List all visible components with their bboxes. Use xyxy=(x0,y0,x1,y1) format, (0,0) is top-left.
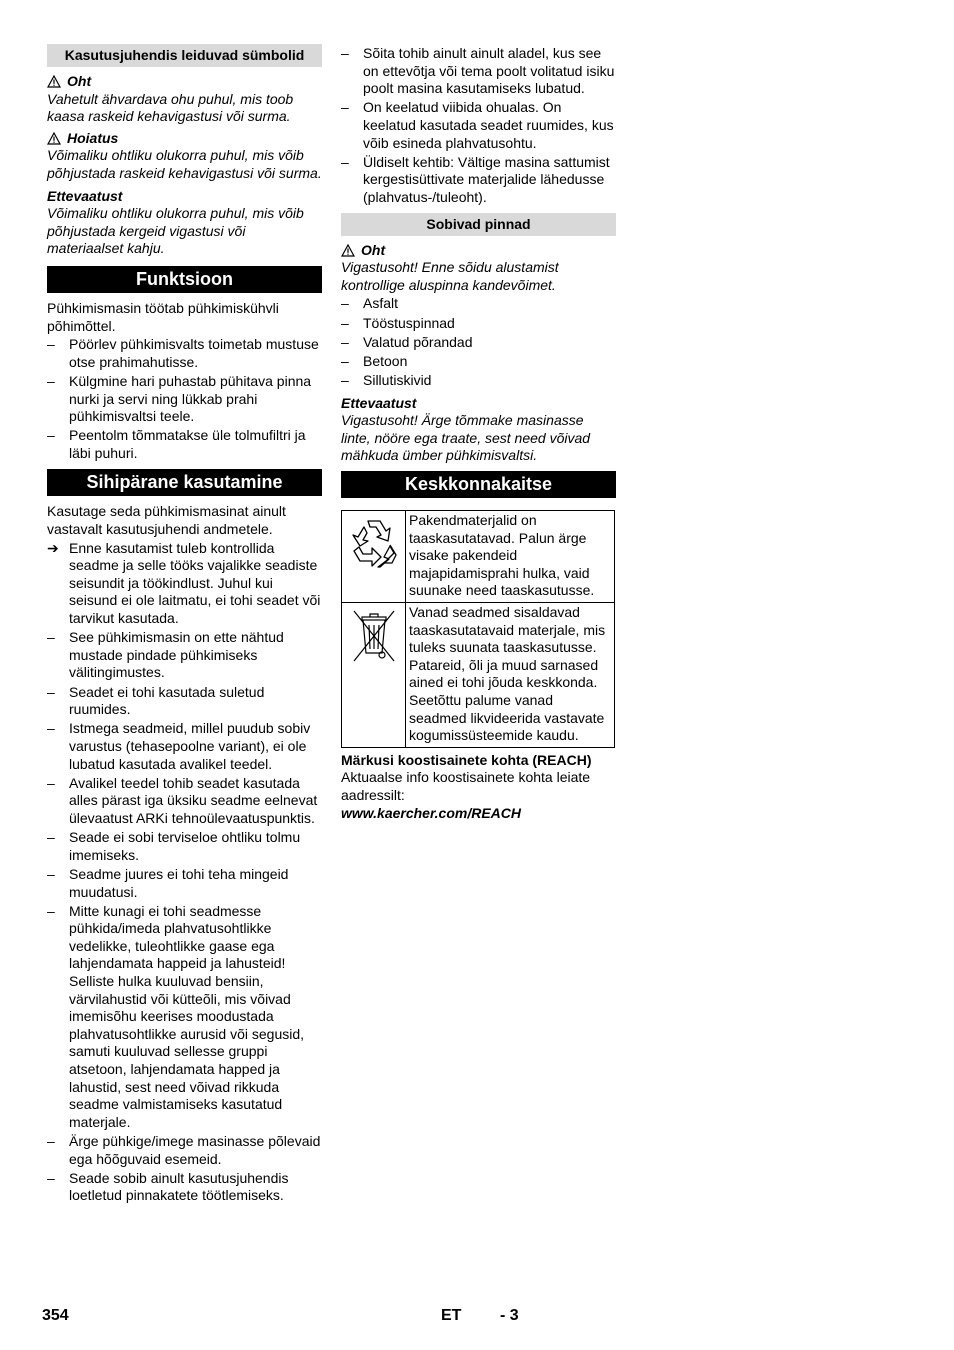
dash-marker: – xyxy=(47,865,55,882)
warning-triangle-icon xyxy=(341,244,355,257)
warning-triangle-icon xyxy=(47,132,61,145)
dash-marker: – xyxy=(47,1169,55,1186)
surfaces-caution-text: Vigastusoht! Ärge tõmmake masinasse linte, nööre ega traate, sest need võivad mähkuda ümber pühkimisvaltsi. xyxy=(341,412,591,464)
reach-text: Aktuaalse info koostisainete kohta leiate aadressilt: xyxy=(341,769,591,803)
caution-text: Võimaliku ohtliku olukorra puhul, mis võib põhjustada kergeid vigastusi või materiaalset kahju. xyxy=(47,205,304,257)
surfaces-danger-title-text: Oht xyxy=(361,241,386,258)
dash-marker: – xyxy=(47,774,55,791)
dash-marker: – xyxy=(341,153,349,170)
caution-title: Ettevaatust xyxy=(47,187,123,204)
surfaces-heading: Sobivad pinnad xyxy=(341,213,616,236)
list-item: – Külgmine hari puhastab pühitava pinna nurki ja servi ning lükkab prahi pühkimisvaltsi teele. xyxy=(47,372,312,425)
dash-marker: – xyxy=(341,314,349,331)
list-item: – Sillutiskivid xyxy=(341,372,432,389)
environment-table xyxy=(341,510,615,748)
warning-title-text: Hoiatus xyxy=(67,129,119,146)
surfaces-danger-title xyxy=(341,242,616,260)
surfaces-danger-text: Vigastusoht! Enne sõidu alustamist kontrollige aluspinna kandevõimet. xyxy=(341,259,559,293)
dash-marker: – xyxy=(47,902,55,919)
warning-text: Võimaliku ohtliku olukorra puhul, mis võib põhjustada raskeid kehavigastusi või surma. xyxy=(47,147,322,181)
page-number: 354 xyxy=(42,1307,69,1324)
dash-marker: – xyxy=(341,45,349,61)
arrow-icon: ➔ xyxy=(47,539,59,556)
left-column xyxy=(47,44,322,1205)
list-item: – Betoon xyxy=(341,352,408,369)
intended-list xyxy=(47,540,322,1205)
dash-marker: – xyxy=(47,720,55,737)
usage-list xyxy=(341,45,616,207)
recycle-icon xyxy=(346,560,402,576)
recycle-text: Pakendmaterjalid on taaskasutatavad. Palun ärge visake pakendeid majapidamisprahi hulka, vaid suunake need taaskasutusse. xyxy=(406,511,615,603)
list-item: – Valatud põrandad xyxy=(341,333,473,350)
warning-title xyxy=(47,130,322,148)
dash-marker: – xyxy=(47,336,55,353)
dash-marker: – xyxy=(341,372,349,389)
list-item: – Sõita tohib ainult ainult aladel, kus see on ettevõtja või tema poolt volitatud isiku poolt masina kasutamiseks lubatud. xyxy=(341,45,615,97)
environment-heading: Keskkonnakaitse xyxy=(341,471,616,498)
intended-use-heading: Sihipärane kasutamine xyxy=(47,469,322,496)
intended-intro: Kasutage seda pühkimismasinat ainult vastavalt kasutusjuhendi andmetele. xyxy=(47,503,286,538)
list-item: – Seadme juures ei tohi teha mingeid muudatusi. xyxy=(47,865,289,900)
function-list xyxy=(47,336,322,462)
function-intro: Pühkimismasin töötab pühkimiskühvli põhimõttel. xyxy=(47,299,279,334)
warning-triangle-icon xyxy=(47,75,61,88)
list-item: – Ärge pühkige/imege masinasse põlevaid ega hõõguvaid esemeid. xyxy=(47,1133,321,1167)
table-row xyxy=(342,603,615,748)
danger-title xyxy=(47,73,322,91)
list-item: – See pühkimismasin on ette nähtud mustade pindade pühkimiseks välitingimustes. xyxy=(47,629,284,681)
list-item: – Seade sobib ainult kasutusjuhendis loetletud pinnakatete töötlemiseks. xyxy=(47,1169,289,1204)
table-row xyxy=(342,511,615,603)
dash-marker: – xyxy=(47,829,55,846)
dash-marker: – xyxy=(47,372,55,389)
list-item: – Seade ei sobi terviseloe ohtliku tolmu imemiseks. xyxy=(47,829,301,863)
list-item: – Avalikel teedel tohib seadet kasutada alles pärast iga üksiku seadme eelnevat ülevaatust ARKi tehnoülevaatuspunktis. xyxy=(47,774,318,826)
right-column xyxy=(341,44,616,822)
list-item-arrow: ➔ Enne kasutamist tuleb kontrollida seadme ja selle tööks vajalikke seadiste seisundit ja töökindlust. Juhul kui seisund ei ole laitmatu, ei tohi seadet või tarvikut kasutada. xyxy=(47,539,321,627)
crossed-bin-icon xyxy=(346,654,402,670)
list-item: – Asfalt xyxy=(341,295,399,312)
list-item: – Üldiselt kehtib: Vältige masina sattumist kergestisüttivate materjalide lähedusse (plahvatus-/tuleoht). xyxy=(341,153,610,205)
bin-icon-cell xyxy=(342,603,406,748)
dash-marker: – xyxy=(341,295,349,312)
surfaces-caution-title: Ettevaatust xyxy=(341,394,417,411)
danger-text: Vahetult ähvardava ohu puhul, mis toob kaasa raskeid kehavigastusi või surma. xyxy=(47,90,294,125)
bin-text: Vanad seadmed sisaldavad taaskasutatavaid materjale, mis tuleks suunata taaskasutusse. Patareid, õli ja muud sarnased ained ei tohi jõuda keskkonda. Seetõttu palume vanad seadmed likvideerida vastavate kogumissüsteemide kaudu. xyxy=(406,603,615,748)
list-item: – On keelatud viibida ohualas. On keelatud kasutada seadet ruumides, kus võib esineda plahvatusohtu. xyxy=(341,99,614,151)
list-item: – Istmega seadmeid, millel puudub sobiv varustus (tehasepoolne variant), ei ole lubatud kasutada avalikel teedel. xyxy=(47,720,311,772)
language-code: ET xyxy=(441,1307,462,1324)
list-item: – Peentolm tõmmatakse üle tolmufiltri ja läbi puhuri. xyxy=(47,427,306,461)
dash-marker: – xyxy=(47,629,55,646)
list-item: – Pöörlev pühkimisvalts toimetab mustuse otse prahimahutisse. xyxy=(47,336,319,370)
list-item: – Mitte kunagi ei tohi seadmesse pühkida/imeda plahvatusohtlikke vedelikke, tuleohtlikke gaase ega lahjendamata happeid ja lahusteid! Selliste hulka kuuluvad bensiin, värvilahustid või kütteõli, mis võivad imemisõhu keerises moodustada plahvatusohtlikke aurusid või segusid, samuti kuuluvad sellesse gruppi atsetoon, lahjendamata happed ja lahustid, sest need võivad rikkuda seadme valmistamiseks kasutatud materjale. xyxy=(47,902,305,1130)
dash-marker: – xyxy=(47,683,55,700)
reach-link[interactable]: www.kaercher.com/REACH xyxy=(341,804,521,821)
dash-marker: – xyxy=(341,333,349,350)
surfaces-list xyxy=(341,295,616,389)
dash-marker: – xyxy=(341,99,349,116)
dash-marker: – xyxy=(47,1133,55,1149)
recycle-icon-cell xyxy=(342,511,406,603)
section-number: - 3 xyxy=(500,1307,519,1324)
function-heading: Funktsioon xyxy=(47,266,322,293)
list-item: – Seadet ei tohi kasutada suletud ruumides. xyxy=(47,683,265,718)
symbols-heading: Kasutusjuhendis leiduvad sümbolid xyxy=(47,44,322,67)
reach-title: Märkusi koostisainete kohta (REACH) xyxy=(341,751,592,768)
dash-marker: – xyxy=(341,352,349,369)
dash-marker: – xyxy=(47,427,55,444)
list-item: – Tööstuspinnad xyxy=(341,314,455,331)
danger-title-text: Oht xyxy=(67,73,92,89)
